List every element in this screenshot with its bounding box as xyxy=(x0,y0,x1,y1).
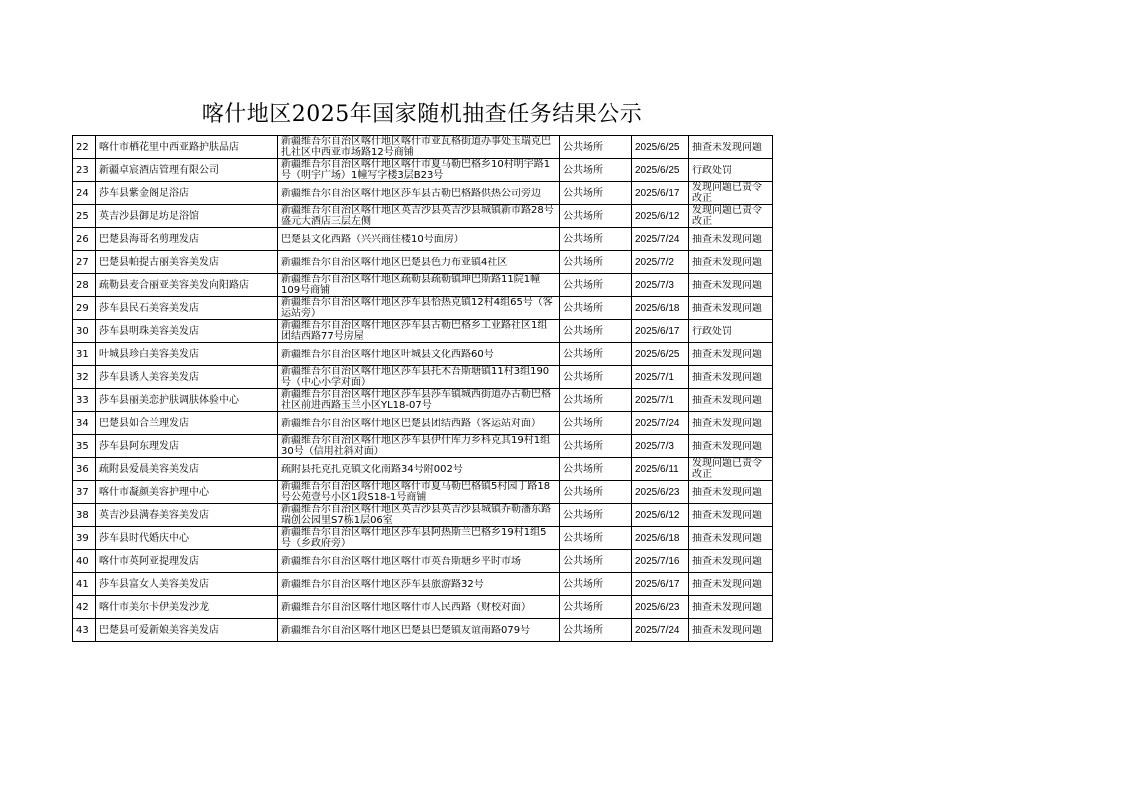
business-name-cell: 巴楚县海哥名剪理发店 xyxy=(96,228,278,251)
row-number-cell: 28 xyxy=(73,274,96,297)
result-cell-text: 抽查未发现问题 xyxy=(692,509,762,521)
address-cell-text: 新疆维吾尔自治区喀什地区叶城县文化西路60号 xyxy=(281,348,494,360)
inspection-date-cell: 2025/6/17 xyxy=(632,182,689,205)
result-cell-text: 抽查未发现问题 xyxy=(692,624,762,636)
row-number-cell: 38 xyxy=(73,504,96,527)
address-cell-text: 新疆维吾尔自治区喀什地区喀什市人民西路（财校对面） xyxy=(281,601,531,613)
inspection-date-cell: 2025/6/23 xyxy=(632,596,689,619)
result-cell xyxy=(689,573,773,596)
business-name-cell: 英吉沙县满春美容美发店 xyxy=(96,504,278,527)
inspection-date-cell: 2025/7/1 xyxy=(632,366,689,389)
category-cell: 公共场所 xyxy=(560,481,632,504)
table-row xyxy=(73,366,773,389)
table-row xyxy=(73,412,773,435)
category-cell: 公共场所 xyxy=(560,228,632,251)
result-cell-text: 行政处罚 xyxy=(692,325,732,337)
row-number-cell: 43 xyxy=(73,619,96,642)
address-cell-text: 新疆维吾尔自治区喀什地区英吉沙县英吉沙县城镇乔勒潘东路瑞创公园里S7栋1层06室 xyxy=(281,504,551,526)
result-cell xyxy=(689,389,773,412)
table-row xyxy=(73,343,773,366)
row-number-cell: 39 xyxy=(73,527,96,550)
row-number-cell: 32 xyxy=(73,366,96,389)
address-cell xyxy=(278,297,560,320)
address-cell-text: 新疆维吾尔自治区喀什地区莎车县托木吾斯塘镇11村3组190号（中心小学对面） xyxy=(281,366,550,388)
business-name-cell: 巴楚县帕提古丽美容美发店 xyxy=(96,251,278,274)
address-cell xyxy=(278,389,560,412)
business-name-cell: 巴楚县如合兰理发店 xyxy=(96,412,278,435)
row-number-cell: 31 xyxy=(73,343,96,366)
category-cell: 公共场所 xyxy=(560,412,632,435)
address-cell-text: 新疆维吾尔自治区喀什地区莎车县古勒巴格路供热公司旁边 xyxy=(281,187,541,199)
result-cell xyxy=(689,550,773,573)
inspection-date-cell: 2025/7/16 xyxy=(632,550,689,573)
category-cell: 公共场所 xyxy=(560,366,632,389)
table-row xyxy=(73,435,773,458)
address-cell-text: 新疆维吾尔自治区喀什地区莎车县旅游路32号 xyxy=(281,578,484,590)
address-cell-text: 巴楚县文化西路（兴兴商住楼10号面房） xyxy=(281,233,464,245)
address-cell xyxy=(278,435,560,458)
result-cell-text: 抽查未发现问题 xyxy=(692,348,762,360)
table-row xyxy=(73,320,773,343)
result-cell-text: 抽查未发现问题 xyxy=(692,279,762,291)
address-cell-text: 新疆维吾尔自治区喀什地区莎车县伊什库力乡科克其19村1组30号（信用社斜对面） xyxy=(281,435,551,457)
address-cell-text: 新疆维吾尔自治区喀什地区巴楚县巴楚镇友谊南路079号 xyxy=(281,624,531,636)
category-cell: 公共场所 xyxy=(560,320,632,343)
category-cell: 公共场所 xyxy=(560,619,632,642)
result-cell-text: 抽查未发现问题 xyxy=(692,417,762,429)
result-cell-text: 抽查未发现问题 xyxy=(692,394,762,406)
inspection-date-cell: 2025/7/24 xyxy=(632,228,689,251)
address-cell xyxy=(278,320,560,343)
address-cell-text: 新疆维吾尔自治区喀什地区喀什市亚瓦格街道办事处玉瑞克巴扎社区中西亚市场路12号商铺 xyxy=(281,136,551,158)
business-name-cell: 英吉沙县御足坊足浴馆 xyxy=(96,205,278,228)
address-cell-text: 新疆维吾尔自治区喀什地区喀什市夏马勒巴格镇5村园丁路18号公苑壹号小区1段S18-1号商铺 xyxy=(281,481,551,503)
address-cell xyxy=(278,366,560,389)
address-cell xyxy=(278,251,560,274)
address-cell xyxy=(278,481,560,504)
result-cell xyxy=(689,136,773,159)
row-number-cell: 34 xyxy=(73,412,96,435)
business-name-cell: 莎车县丽美恋护肤调肤体验中心 xyxy=(96,389,278,412)
category-cell: 公共场所 xyxy=(560,343,632,366)
business-name-cell: 新疆卓宸酒店管理有限公司 xyxy=(96,159,278,182)
table-row xyxy=(73,228,773,251)
inspection-date-cell: 2025/6/18 xyxy=(632,297,689,320)
address-cell-text: 新疆维吾尔自治区喀什地区疏勒县疏勒镇坤巴斯路11院1幢109号商铺 xyxy=(281,274,541,296)
result-cell-text: 抽查未发现问题 xyxy=(692,256,762,268)
inspection-date-cell: 2025/6/12 xyxy=(632,504,689,527)
row-number-cell: 30 xyxy=(73,320,96,343)
page-title: 喀什地区2025年国家随机抽查任务结果公示 xyxy=(201,102,643,127)
result-cell xyxy=(689,159,773,182)
address-cell-text: 新疆维吾尔自治区喀什地区莎车县恰热克镇12村4组65号（客运站旁） xyxy=(281,297,553,319)
result-cell-text: 抽查未发现问题 xyxy=(692,302,762,314)
category-cell: 公共场所 xyxy=(560,182,632,205)
row-number-cell: 24 xyxy=(73,182,96,205)
row-number-cell: 29 xyxy=(73,297,96,320)
business-name-cell: 巴楚县可爱新娘美容美发店 xyxy=(96,619,278,642)
category-cell: 公共场所 xyxy=(560,573,632,596)
inspection-date-cell: 2025/6/23 xyxy=(632,481,689,504)
result-cell xyxy=(689,205,773,228)
result-cell xyxy=(689,320,773,343)
category-cell: 公共场所 xyxy=(560,251,632,274)
address-cell-text: 疏附县托克扎克镇文化南路34号附002号 xyxy=(281,463,463,475)
inspection-date-cell: 2025/6/18 xyxy=(632,527,689,550)
row-number-cell: 36 xyxy=(73,458,96,481)
address-cell-text: 新疆维吾尔自治区喀什地区莎车县古勒巴格乡工业路社区1组团结西路77号房屋 xyxy=(281,320,548,342)
address-cell xyxy=(278,343,560,366)
result-cell xyxy=(689,343,773,366)
table-row xyxy=(73,251,773,274)
table-row xyxy=(73,596,773,619)
inspection-date-cell: 2025/7/2 xyxy=(632,251,689,274)
business-name-cell: 莎车县紫金阁足浴店 xyxy=(96,182,278,205)
inspection-date-cell: 2025/6/12 xyxy=(632,205,689,228)
category-cell: 公共场所 xyxy=(560,458,632,481)
result-cell xyxy=(689,366,773,389)
inspection-date-cell: 2025/7/1 xyxy=(632,389,689,412)
category-cell: 公共场所 xyxy=(560,136,632,159)
inspection-date-cell: 2025/6/17 xyxy=(632,320,689,343)
row-number-cell: 35 xyxy=(73,435,96,458)
inspection-date-cell: 2025/7/24 xyxy=(632,619,689,642)
result-cell-text: 抽查未发现问题 xyxy=(692,601,762,613)
address-cell xyxy=(278,205,560,228)
inspection-date-cell: 2025/6/25 xyxy=(632,159,689,182)
address-cell xyxy=(278,527,560,550)
inspection-date-cell: 2025/7/24 xyxy=(632,412,689,435)
inspection-date-cell: 2025/6/25 xyxy=(632,343,689,366)
address-cell xyxy=(278,136,560,159)
result-cell xyxy=(689,228,773,251)
address-cell xyxy=(278,412,560,435)
result-cell xyxy=(689,182,773,205)
result-cell-text: 发现问题已责令改正 xyxy=(692,458,762,480)
address-cell xyxy=(278,596,560,619)
table-row xyxy=(73,205,773,228)
result-cell-text: 抽查未发现问题 xyxy=(692,486,762,498)
row-number-cell: 40 xyxy=(73,550,96,573)
table-row xyxy=(73,619,773,642)
category-cell: 公共场所 xyxy=(560,435,632,458)
business-name-cell: 莎车县时代婚庆中心 xyxy=(96,527,278,550)
result-cell-text: 抽查未发现问题 xyxy=(692,555,762,567)
table-row xyxy=(73,136,773,159)
result-cell xyxy=(689,274,773,297)
row-number-cell: 42 xyxy=(73,596,96,619)
business-name-cell: 莎车县诱人美容美发店 xyxy=(96,366,278,389)
table-row xyxy=(73,458,773,481)
business-name-cell: 喀什市凝颜美容护理中心 xyxy=(96,481,278,504)
business-name-cell: 喀什市英阿亚提理发店 xyxy=(96,550,278,573)
result-cell xyxy=(689,481,773,504)
result-cell xyxy=(689,435,773,458)
category-cell: 公共场所 xyxy=(560,159,632,182)
row-number-cell: 25 xyxy=(73,205,96,228)
address-cell xyxy=(278,619,560,642)
address-cell-text: 新疆维吾尔自治区喀什地区英吉沙县英吉沙县城镇新市路28号盛元大酒店三层左侧 xyxy=(281,205,554,227)
result-cell-text: 抽查未发现问题 xyxy=(692,371,762,383)
result-cell-text: 行政处罚 xyxy=(692,164,732,176)
table-row xyxy=(73,527,773,550)
category-cell: 公共场所 xyxy=(560,274,632,297)
result-cell-text: 发现问题已责令改正 xyxy=(692,205,762,227)
category-cell: 公共场所 xyxy=(560,550,632,573)
result-cell xyxy=(689,251,773,274)
address-cell-text: 新疆维吾尔自治区喀什地区巴楚县色力布亚镇4社区 xyxy=(281,256,508,268)
result-cell xyxy=(689,596,773,619)
table-row xyxy=(73,550,773,573)
result-cell xyxy=(689,412,773,435)
category-cell: 公共场所 xyxy=(560,297,632,320)
address-cell xyxy=(278,182,560,205)
category-cell: 公共场所 xyxy=(560,389,632,412)
row-number-cell: 27 xyxy=(73,251,96,274)
address-cell xyxy=(278,550,560,573)
row-number-cell: 33 xyxy=(73,389,96,412)
result-cell-text: 抽查未发现问题 xyxy=(692,233,762,245)
address-cell-text: 新疆维吾尔自治区喀什地区莎车县阿热斯兰巴格乡19村1组5号（乡政府旁） xyxy=(281,527,547,549)
result-cell-text: 抽查未发现问题 xyxy=(692,141,762,153)
result-cell-text: 发现问题已责令改正 xyxy=(692,182,762,204)
inspection-date-cell: 2025/6/17 xyxy=(632,573,689,596)
address-cell-text: 新疆维吾尔自治区喀什地区巴楚县团结西路（客运站对面） xyxy=(281,417,541,429)
result-cell-text: 抽查未发现问题 xyxy=(692,578,762,590)
row-number-cell: 41 xyxy=(73,573,96,596)
business-name-cell: 莎车县民石美容美发店 xyxy=(96,297,278,320)
result-cell xyxy=(689,504,773,527)
category-cell: 公共场所 xyxy=(560,205,632,228)
table-row xyxy=(73,182,773,205)
category-cell: 公共场所 xyxy=(560,596,632,619)
address-cell xyxy=(278,228,560,251)
address-cell-text: 新疆维吾尔自治区喀什地区喀什市夏马勒巴格乡10村明宇路1号（明宇广场）1幢写字楼3层B23号 xyxy=(281,159,551,181)
business-name-cell: 莎车县阿东理发店 xyxy=(96,435,278,458)
result-cell xyxy=(689,619,773,642)
business-name-cell: 疏附县爱晨美容美发店 xyxy=(96,458,278,481)
result-cell xyxy=(689,297,773,320)
category-cell: 公共场所 xyxy=(560,504,632,527)
table-row xyxy=(73,297,773,320)
address-cell xyxy=(278,274,560,297)
business-name-cell: 喀什市美尔卡伊美发沙龙 xyxy=(96,596,278,619)
inspection-date-cell: 2025/6/25 xyxy=(632,136,689,159)
table-row xyxy=(73,389,773,412)
row-number-cell: 23 xyxy=(73,159,96,182)
business-name-cell: 喀什市栖花里中西亚路护肤品店 xyxy=(96,136,278,159)
result-cell xyxy=(689,458,773,481)
result-cell-text: 抽查未发现问题 xyxy=(692,440,762,452)
address-cell-text: 新疆维吾尔自治区喀什地区莎车县莎车镇城西街道办古勒巴格社区前进西路玉兰小区YL18-07号 xyxy=(281,389,551,411)
table-row xyxy=(73,274,773,297)
table-row xyxy=(73,504,773,527)
table-row xyxy=(73,159,773,182)
result-table xyxy=(72,135,773,642)
address-cell xyxy=(278,458,560,481)
business-name-cell: 疏勒县麦合丽亚美容美发向阳路店 xyxy=(96,274,278,297)
row-number-cell: 26 xyxy=(73,228,96,251)
business-name-cell: 莎车县明珠美容美发店 xyxy=(96,320,278,343)
row-number-cell: 22 xyxy=(73,136,96,159)
category-cell: 公共场所 xyxy=(560,527,632,550)
business-name-cell: 莎车县富女人美容美发店 xyxy=(96,573,278,596)
table-body xyxy=(73,136,773,642)
address-cell xyxy=(278,573,560,596)
table-row xyxy=(73,481,773,504)
address-cell xyxy=(278,504,560,527)
inspection-date-cell: 2025/6/11 xyxy=(632,458,689,481)
address-cell-text: 新疆维吾尔自治区喀什地区喀什市英吾斯塘乡平时市场 xyxy=(281,555,521,567)
result-cell-text: 抽查未发现问题 xyxy=(692,532,762,544)
result-cell xyxy=(689,527,773,550)
table-row xyxy=(73,573,773,596)
inspection-date-cell: 2025/7/3 xyxy=(632,435,689,458)
business-name-cell: 叶城县珍白美容美发店 xyxy=(96,343,278,366)
inspection-date-cell: 2025/7/3 xyxy=(632,274,689,297)
address-cell xyxy=(278,159,560,182)
row-number-cell: 37 xyxy=(73,481,96,504)
